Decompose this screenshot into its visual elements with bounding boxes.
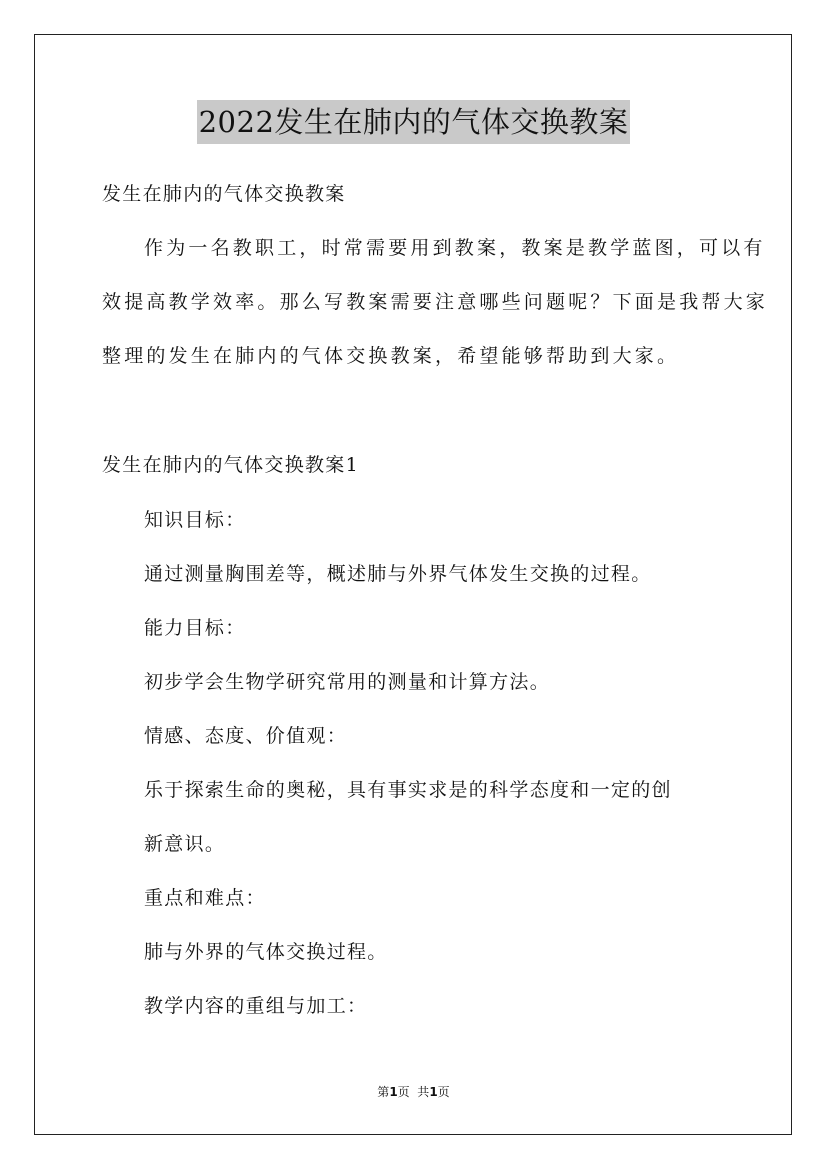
document-title: 2022发生在肺内的气体交换教案 — [197, 100, 631, 144]
body-line: 新意识。 — [144, 833, 226, 855]
body-line: 初步学会生物学研究常用的测量和计算方法。 — [144, 671, 551, 693]
intro-line-1: 作为一名教职工，时常需要用到教案，教案是教学蓝图，可以有 — [144, 237, 766, 259]
body-line: 情感、态度、价值观： — [144, 725, 348, 747]
body-line: 教学内容的重组与加工： — [144, 995, 368, 1017]
intro-line-3: 整理的发生在肺内的气体交换教案，希望能够帮助到大家。 — [102, 345, 680, 367]
intro-line-2: 效提高教学效率。那么写教案需要注意哪些问题呢？下面是我帮大家 — [102, 291, 769, 313]
footer-page-total: 1 — [429, 1085, 438, 1099]
body-line: 肺与外界的气体交换过程。 — [144, 941, 388, 963]
body-line: 重点和难点： — [144, 887, 266, 909]
footer-suffix: 页 — [437, 1085, 450, 1099]
footer-prefix: 第 — [377, 1085, 390, 1099]
body-line: 通过测量胸围差等，概述肺与外界气体发生交换的过程。 — [144, 563, 652, 585]
footer-middle: 页 共 — [397, 1085, 430, 1099]
document-subtitle: 发生在肺内的气体交换教案 — [102, 183, 346, 205]
body-line: 乐于探索生命的奥秘，具有事实求是的科学态度和一定的创 — [144, 779, 672, 801]
footer-page-current: 1 — [389, 1085, 398, 1099]
body-line: 能力目标： — [144, 617, 246, 639]
title-container — [0, 100, 827, 144]
section-heading: 发生在肺内的气体交换教案1 — [102, 454, 359, 476]
body-line: 知识目标： — [144, 509, 246, 531]
page-footer — [0, 1083, 827, 1101]
